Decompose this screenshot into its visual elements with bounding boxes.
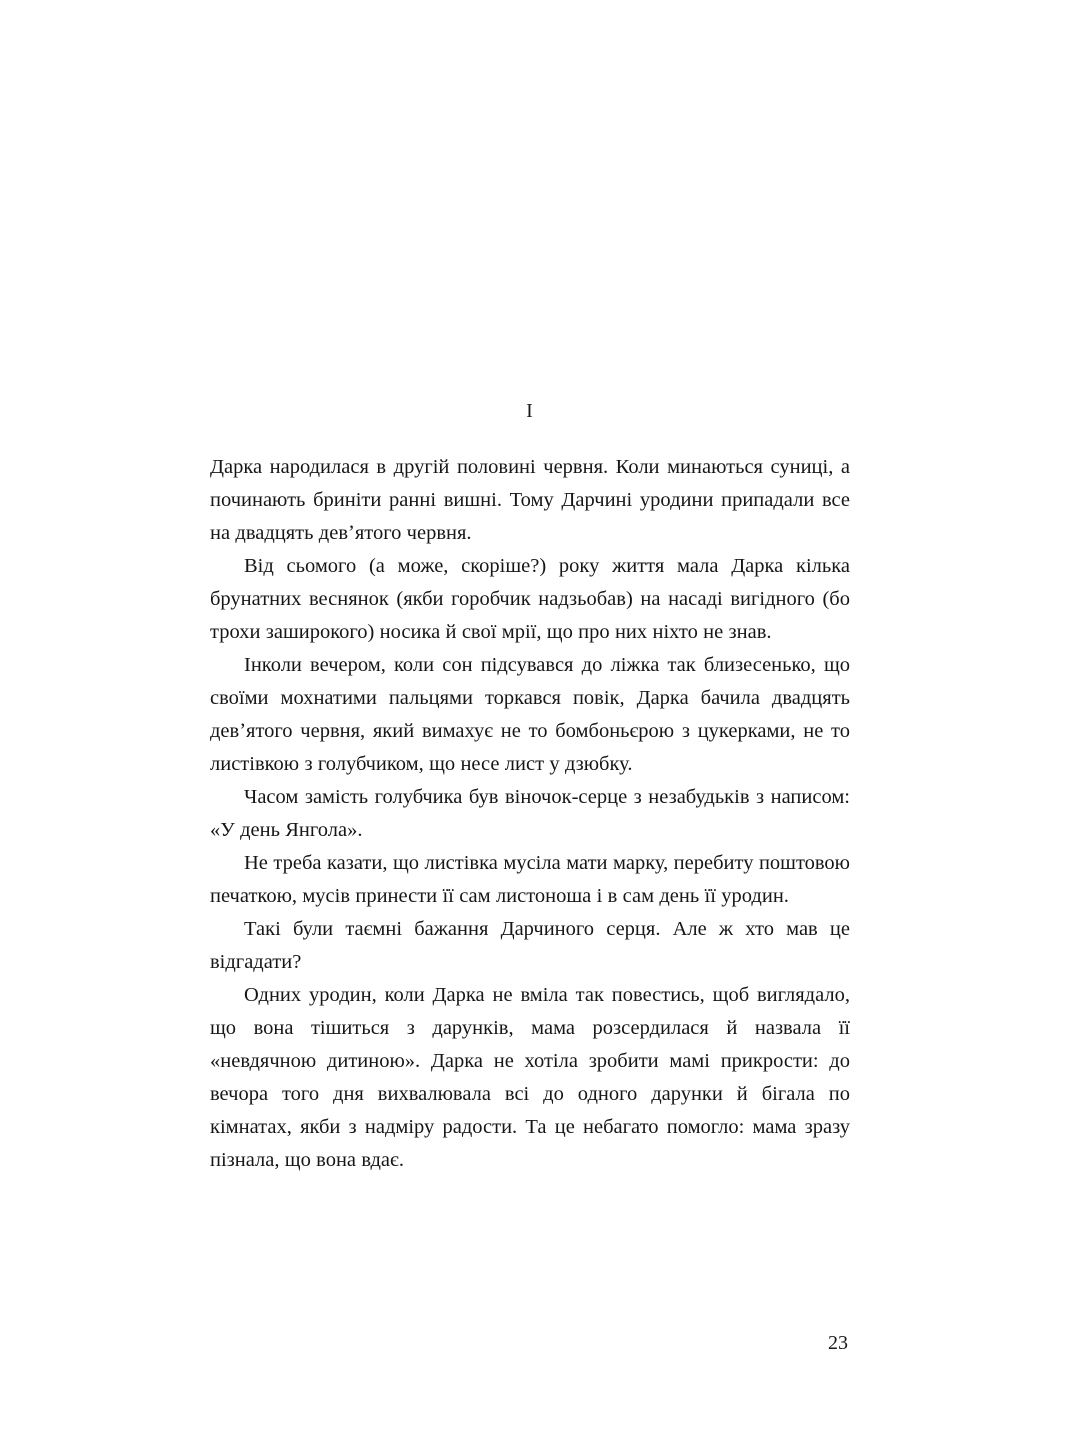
paragraph-3: Інколи вечером, коли сон підсувався до ліжка так близесенько, що своїми мохнатими пальцями торкався повік, Дарка бачила двадцять девʼятого червня, який вимахує не то бомбоньєрою з цукерками, не то листівкою з голубчиком, що несе лист у дзюбку.: [210, 654, 850, 775]
page-number: 23: [828, 1332, 848, 1354]
page-text-block: [210, 400, 850, 1177]
chapter-number: I: [526, 400, 534, 422]
paragraph-4: Часом замість голубчика був віночок-серце з незабудьків з написом: «У день Янгола».: [210, 786, 850, 841]
paragraph-1: Дарка народилася в другій половині червня. Коли минаються суниці, а починають бриніти ранні вишні. Тому Дарчині уродини припадали все на двадцять девʼятого червня.: [210, 456, 850, 544]
paragraph-2: Від сьомого (а може, скоріше?) року життя мала Дарка кілька брунатних веснянок (якби горобчик надзьобав) на насаді вигідного (бо трохи заширокого) носика й свої мрії, що про них ніхто не знав.: [210, 555, 850, 643]
paragraph-5: Не треба казати, що листівка мусіла мати марку, перебиту поштовою печаткою, мусів принести її сам листоноша і в сам день її уродин.: [210, 852, 850, 907]
paragraph-7: Одних уродин, коли Дарка не вміла так повестись, щоб виглядало, що вона тішиться з дарунків, мама розсердилася й назвала її «невдячною дитиною». Дарка не хотіла зробити мамі прикрости: до вечора того дня вихвалювала всі до одного дарунки й бігала по кімнатах, якби з надміру радости. Та це небагато помогло: мама зразу пізнала, що вона вдає.: [210, 984, 850, 1171]
paragraph-6: Такі були таємні бажання Дарчиного серця. Але ж хто мав це відгадати?: [210, 918, 850, 973]
